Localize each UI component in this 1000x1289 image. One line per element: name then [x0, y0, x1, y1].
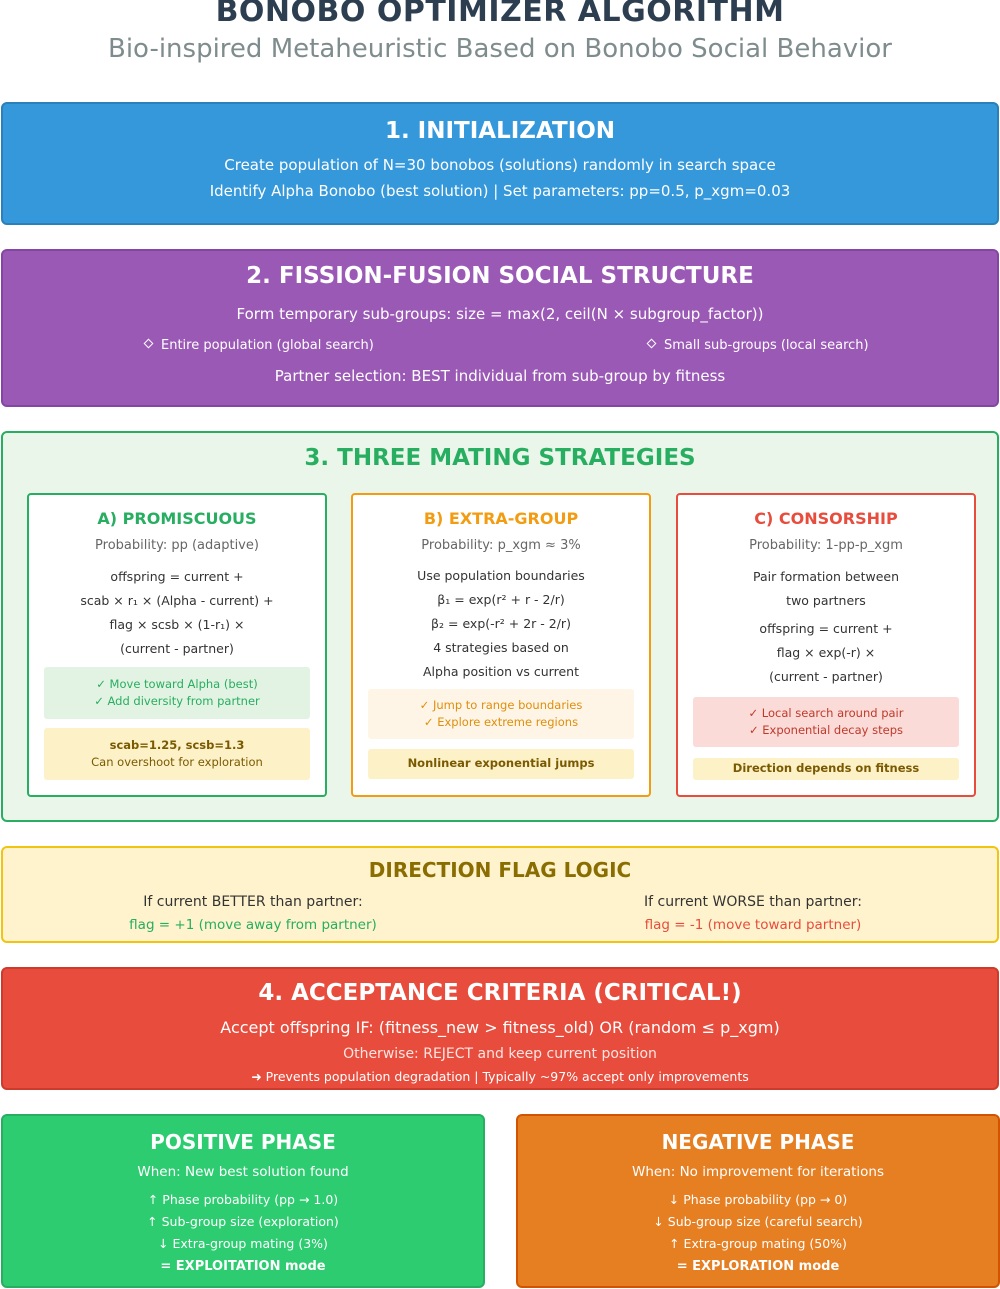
extra-group-benefits-note — [368, 689, 634, 739]
initialization-line-1: Create population of N=30 bonobos (solutions) randomly in search space — [224, 156, 776, 174]
consorship-summary-note — [693, 758, 959, 780]
formula-line: flag × exp(-r) × — [776, 645, 876, 660]
formula-line: Use population boundaries — [417, 568, 585, 583]
partner-selection-line: Partner selection: BEST individual from sub-group by fitness — [274, 367, 726, 385]
diamond-bullet-icon — [647, 339, 657, 349]
list-item: ↓ Phase probability (pp → 0) — [668, 1192, 848, 1207]
formula-line: flag × scsb × (1-r₁) × — [109, 617, 245, 632]
formula-line: (current - partner) — [120, 641, 234, 656]
formula-line: β₁ = exp(r² + r - 2/r) — [437, 592, 565, 607]
list-item: ↑ Sub-group size (exploration) — [147, 1214, 339, 1229]
acceptance-panel — [1, 967, 999, 1090]
mating-strategies-panel — [1, 431, 999, 822]
list-item: ↑ Phase probability (pp → 1.0) — [147, 1192, 339, 1207]
consorship-title: C) CONSORSHIP — [754, 509, 898, 528]
params-line: scab=1.25, scsb=1.3 — [109, 738, 245, 752]
better-label: If current BETTER than partner: — [143, 894, 363, 910]
negative-phase-mode: = EXPLORATION mode — [676, 1259, 840, 1274]
positive-phase-panel — [1, 1114, 485, 1288]
formula-line: offspring = current + — [110, 569, 244, 584]
acceptance-title: 4. ACCEPTANCE CRITERIA (CRITICAL!) — [258, 980, 742, 1006]
positive-phase-when: When: New best solution found — [137, 1164, 349, 1180]
extra-group-summary-note — [368, 749, 634, 779]
extra-group-card — [351, 493, 651, 797]
local-search-bullet — [648, 338, 869, 353]
global-search-bullet — [145, 338, 374, 353]
formula-line: scab × r₁ × (Alpha - current) + — [80, 593, 274, 608]
consorship-probability: Probability: 1-pp-p_xgm — [749, 538, 903, 553]
benefit-line: ✓ Jump to range boundaries — [419, 698, 583, 712]
page-title: BONOBO OPTIMIZER ALGORITHM — [215, 0, 785, 29]
acceptance-line-3: ➜ Prevents population degradation | Typically ~97% accept only improvements — [251, 1069, 749, 1084]
worse-value: flag = -1 (move toward partner) — [644, 917, 862, 933]
better-value: flag = +1 (move away from partner) — [129, 917, 377, 933]
extra-group-title: B) EXTRA-GROUP — [423, 509, 579, 528]
formula-line: offspring = current + — [759, 621, 893, 636]
initialization-line-2: Identify Alpha Bonobo (best solution) | Set parameters: pp=0.5, p_xgm=0.03 — [209, 182, 791, 200]
extra-group-formula — [353, 564, 649, 684]
promiscuous-params-note — [44, 728, 310, 780]
worse-label: If current WORSE than partner: — [644, 894, 862, 910]
summary-line: Nonlinear exponential jumps — [407, 756, 595, 770]
promiscuous-card — [27, 493, 327, 797]
extra-group-probability: Probability: p_xgm ≈ 3% — [421, 538, 581, 553]
consorship-benefits-note — [693, 697, 959, 747]
negative-phase-panel — [516, 1114, 1000, 1288]
formula-line: β₂ = exp(-r² + 2r - 2/r) — [431, 616, 571, 631]
benefit-line: ✓ Add diversity from partner — [94, 694, 260, 708]
initialization-panel — [1, 102, 999, 225]
benefit-line: ✓ Exponential decay steps — [748, 723, 904, 737]
direction-flag-title: DIRECTION FLAG LOGIC — [368, 858, 632, 882]
formula-line: two partners — [786, 593, 866, 608]
formula-line: Alpha position vs current — [423, 664, 579, 679]
global-search-label: Entire population (global search) — [161, 338, 374, 353]
acceptance-line-2: Otherwise: REJECT and keep current position — [343, 1046, 657, 1062]
direction-flag-panel — [1, 846, 999, 943]
formula-line: Pair formation between — [753, 569, 899, 584]
list-item: ↓ Sub-group size (careful search) — [653, 1214, 863, 1229]
fission-fusion-line-1: Form temporary sub-groups: size = max(2, ceil(N × subgroup_factor)) — [236, 305, 764, 323]
mating-strategies-title: 3. THREE MATING STRATEGIES — [304, 445, 696, 471]
positive-phase-list — [3, 1189, 483, 1255]
list-item: ↑ Extra-group mating (50%) — [669, 1236, 847, 1251]
consorship-card — [676, 493, 976, 797]
positive-phase-mode: = EXPLOITATION mode — [160, 1259, 326, 1274]
positive-phase-title: POSITIVE PHASE — [150, 1130, 336, 1154]
fission-fusion-panel — [1, 249, 999, 407]
acceptance-line-1: Accept offspring IF: (fitness_new > fitness_old) OR (random ≤ p_xgm) — [220, 1018, 780, 1037]
benefit-line: ✓ Local search around pair — [748, 706, 904, 720]
benefit-line: ✓ Move toward Alpha (best) — [96, 677, 258, 691]
local-search-label: Small sub-groups (local search) — [664, 338, 869, 353]
initialization-title: 1. INITIALIZATION — [384, 118, 616, 144]
formula-line: 4 strategies based on — [433, 640, 569, 655]
list-item: ↓ Extra-group mating (3%) — [158, 1236, 328, 1251]
summary-line: Direction depends on fitness — [732, 761, 920, 775]
negative-phase-list — [518, 1189, 998, 1255]
page-subtitle: Bio-inspired Metaheuristic Based on Bonobo Social Behavior — [108, 34, 892, 64]
promiscuous-probability: Probability: pp (adaptive) — [95, 538, 259, 553]
negative-phase-title: NEGATIVE PHASE — [661, 1130, 855, 1154]
diamond-bullet-icon — [144, 339, 154, 349]
overshoot-line: Can overshoot for exploration — [91, 755, 263, 769]
negative-phase-when: When: No improvement for iterations — [631, 1164, 885, 1180]
formula-line: (current - partner) — [769, 669, 883, 684]
promiscuous-title: A) PROMISCUOUS — [97, 509, 257, 528]
benefit-line: ✓ Explore extreme regions — [423, 715, 579, 729]
consorship-formula — [678, 565, 974, 689]
fission-fusion-title: 2. FISSION-FUSION SOCIAL STRUCTURE — [246, 263, 754, 289]
promiscuous-formula — [29, 565, 325, 661]
promiscuous-benefits-note — [44, 667, 310, 719]
